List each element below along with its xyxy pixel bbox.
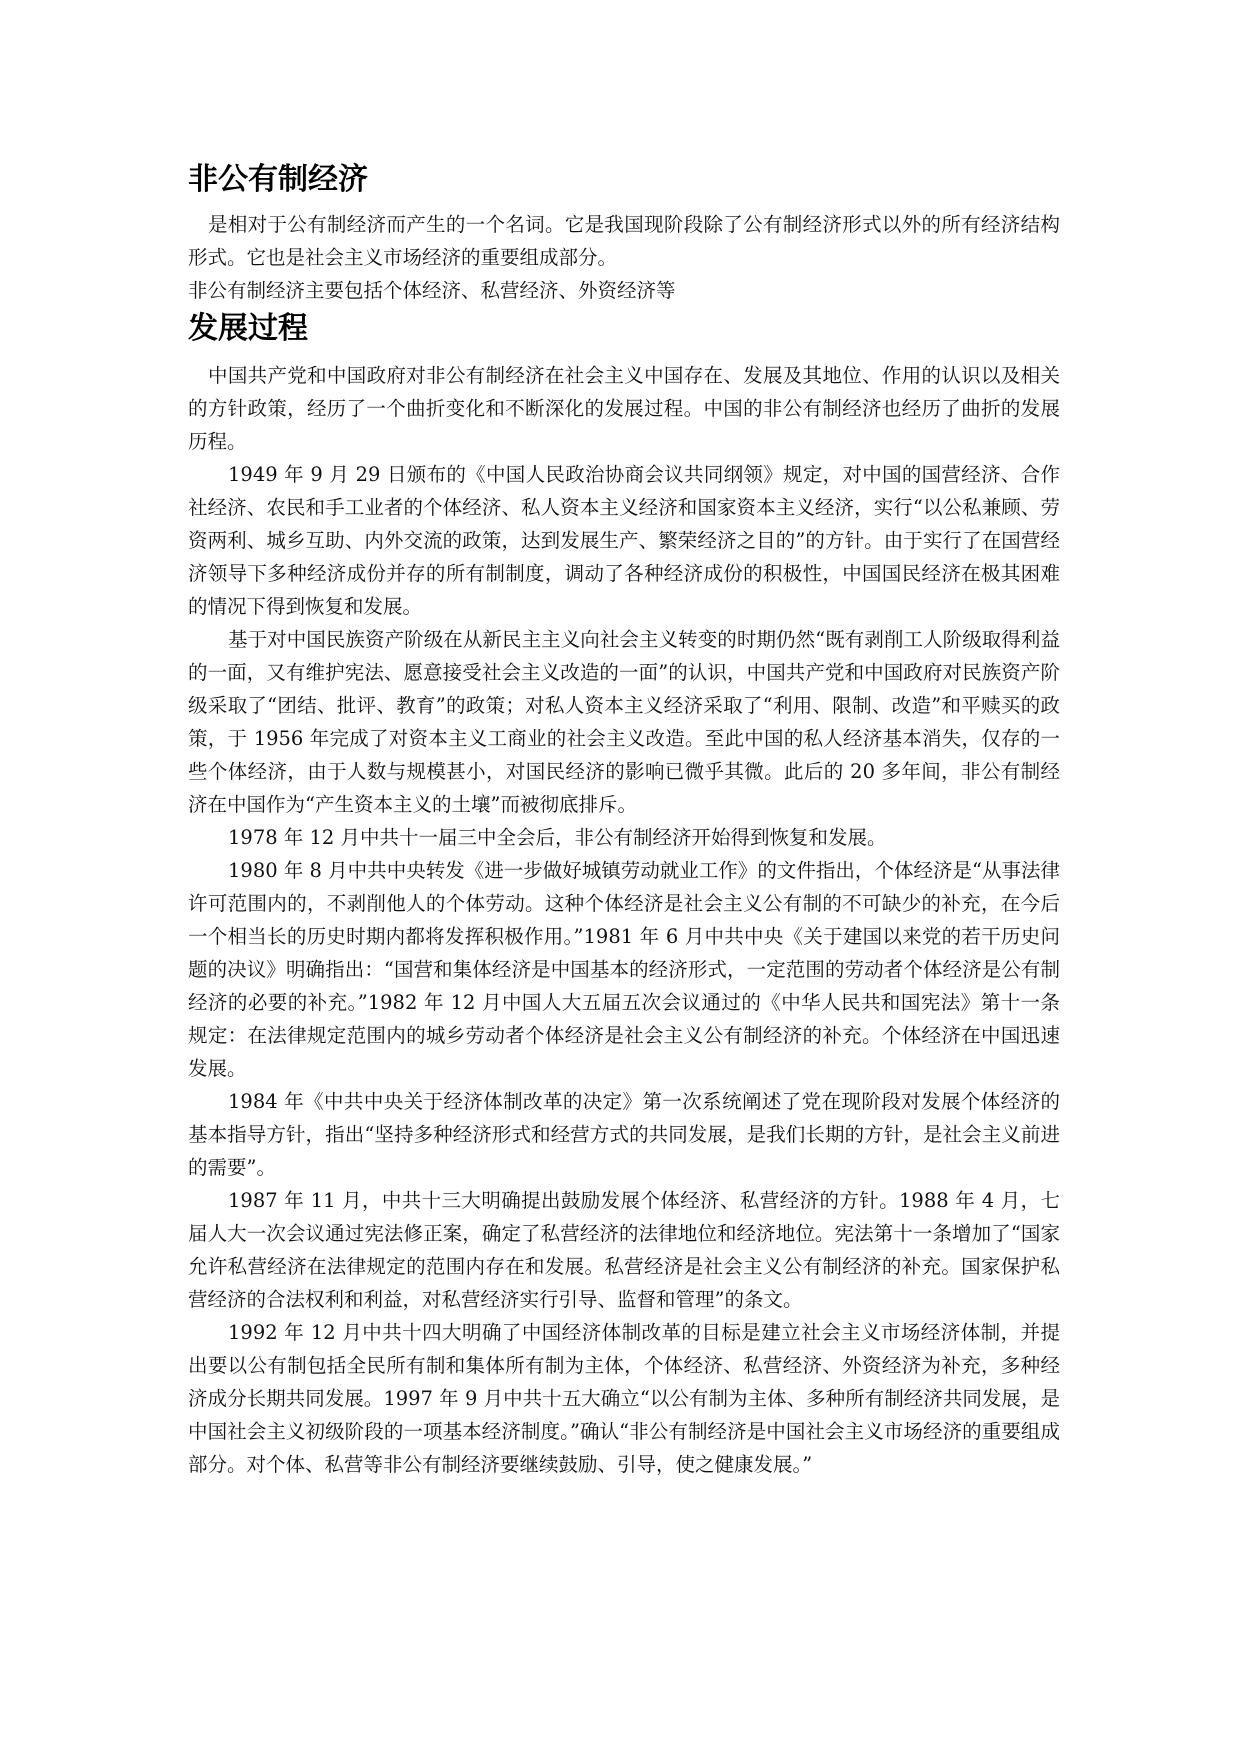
paragraph-1978: 1978 年 12 月中共十一届三中全会后，非公有制经济开始得到恢复和发展。 [228, 826, 887, 849]
paragraph-1992: 1992 年 12 月中共十四大明确了中国经济体制改革的目标是建立社会主义市场经济体制，并提出要以公有制包括全民所有制和集体所有制为主体，个体经济、私营经济、外资经济为补充，多种经济成分长期共同发展。1997 年 9 月中共十五大确立“以公有制为主体、多种所有制经济共同发展，是中国社会主义初级阶段的一项基本经济制度。”确认“非公有制经济是中国社会主义市场经济的重要组成部分。对个体、私营等非公有制经济要继续鼓励、引导，使之健康发展。” [188, 1321, 1060, 1476]
paragraph-composition: 非公有制经济主要包括个体经济、私营经济、外资经济等 [188, 279, 676, 302]
section-title-non-public-economy: 非公有制经济 [188, 162, 368, 197]
paragraph-1956: 基于对中国民族资产阶级在从新民主主义向社会主义转变的时期仍然“既有剥削工人阶级取得利益的一面，又有维护宪法、愿意接受社会主义改造的一面”的认识，中国共产党和中国政府对民族资产阶级采取了“团结、批评、教育”的政策；对私人资本主义经济采取了“利用、限制、改造”和平赎买的政策，于 1956 年完成了对资本主义工商业的社会主义改造。至此中国的私人经济基本消失，仅存的一些个体经济，由于人数与规模甚小，对国民经济的影响已微乎其微。此后的 20 多年间，非公有制经济在中国作为“产生资本主义的土壤”而被彻底排斥。 [188, 628, 1060, 816]
paragraph-definition: 是相对于公有制经济而产生的一个名词。它是我国现阶段除了公有制经济形式以外的所有经济结构形式。它也是社会主义市场经济的重要组成部分。 [188, 213, 1060, 269]
document-body [188, 160, 1060, 1481]
paragraph-1980: 1980 年 8 月中共中央转发《进一步做好城镇劳动就业工作》的文件指出，个体经济是“从事法律许可范围内的，不剥削他人的个体劳动。这种个体经济是社会主义公有制的不可缺少的补充，在今后一个相当长的历史时期内都将发挥积极作用。”1981 年 6 月中共中央《关于建国以来党的若干历史问题的决议》明确指出：“国营和集体经济是中国基本的经济形式，一定范围的劳动者个体经济是公有制经济的必要的补充。”1982 年 12 月中国人大五届五次会议通过的《中华人民共和国宪法》第十一条规定：在法律规定范围内的城乡劳动者个体经济是社会主义公有制经济的补充。个体经济在中国迅速发展。 [188, 859, 1060, 1080]
paragraph-1987: 1987 年 11 月，中共十三大明确提出鼓励发展个体经济、私营经济的方针。1988 年 4 月，七届人大一次会议通过宪法修正案，确定了私营经济的法律地位和经济地位。宪法第十一条增加了“国家允许私营经济在法律规定的范围内存在和发展。私营经济是社会主义公有制经济的补充。国家保护私营经济的合法权利和利益，对私营经济实行引导、监督和管理”的条文。 [188, 1189, 1060, 1311]
section-title-development-process: 发展过程 [188, 311, 308, 346]
paragraph-1984: 1984 年《中共中央关于经济体制改革的决定》第一次系统阐述了党在现阶段对发展个体经济的基本指导方针，指出“坚持多种经济形式和经营方式的共同发展，是我们长期的方针，是社会主义前进的需要”。 [188, 1090, 1060, 1179]
paragraph-intro: 中国共产党和中国政府对非公有制经济在社会主义中国存在、发展及其地位、作用的认识以及相关的方针政策，经历了一个曲折变化和不断深化的发展过程。中国的非公有制经济也经历了曲折的发展历程。 [188, 364, 1060, 453]
paragraph-1949: 1949 年 9 月 29 日颁布的《中国人民政治协商会议共同纲领》规定，对中国的国营经济、合作社经济、农民和手工业者的个体经济、私人资本主义经济和国家资本主义经济，实行“以公私兼顾、劳资两利、城乡互助、内外交流的政策，达到发展生产、繁荣经济之目的”的方针。由于实行了在国营经济领导下多种经济成份并存的所有制制度，调动了各种经济成份的积极性，中国国民经济在极其困难的情况下得到恢复和发展。 [188, 463, 1060, 618]
